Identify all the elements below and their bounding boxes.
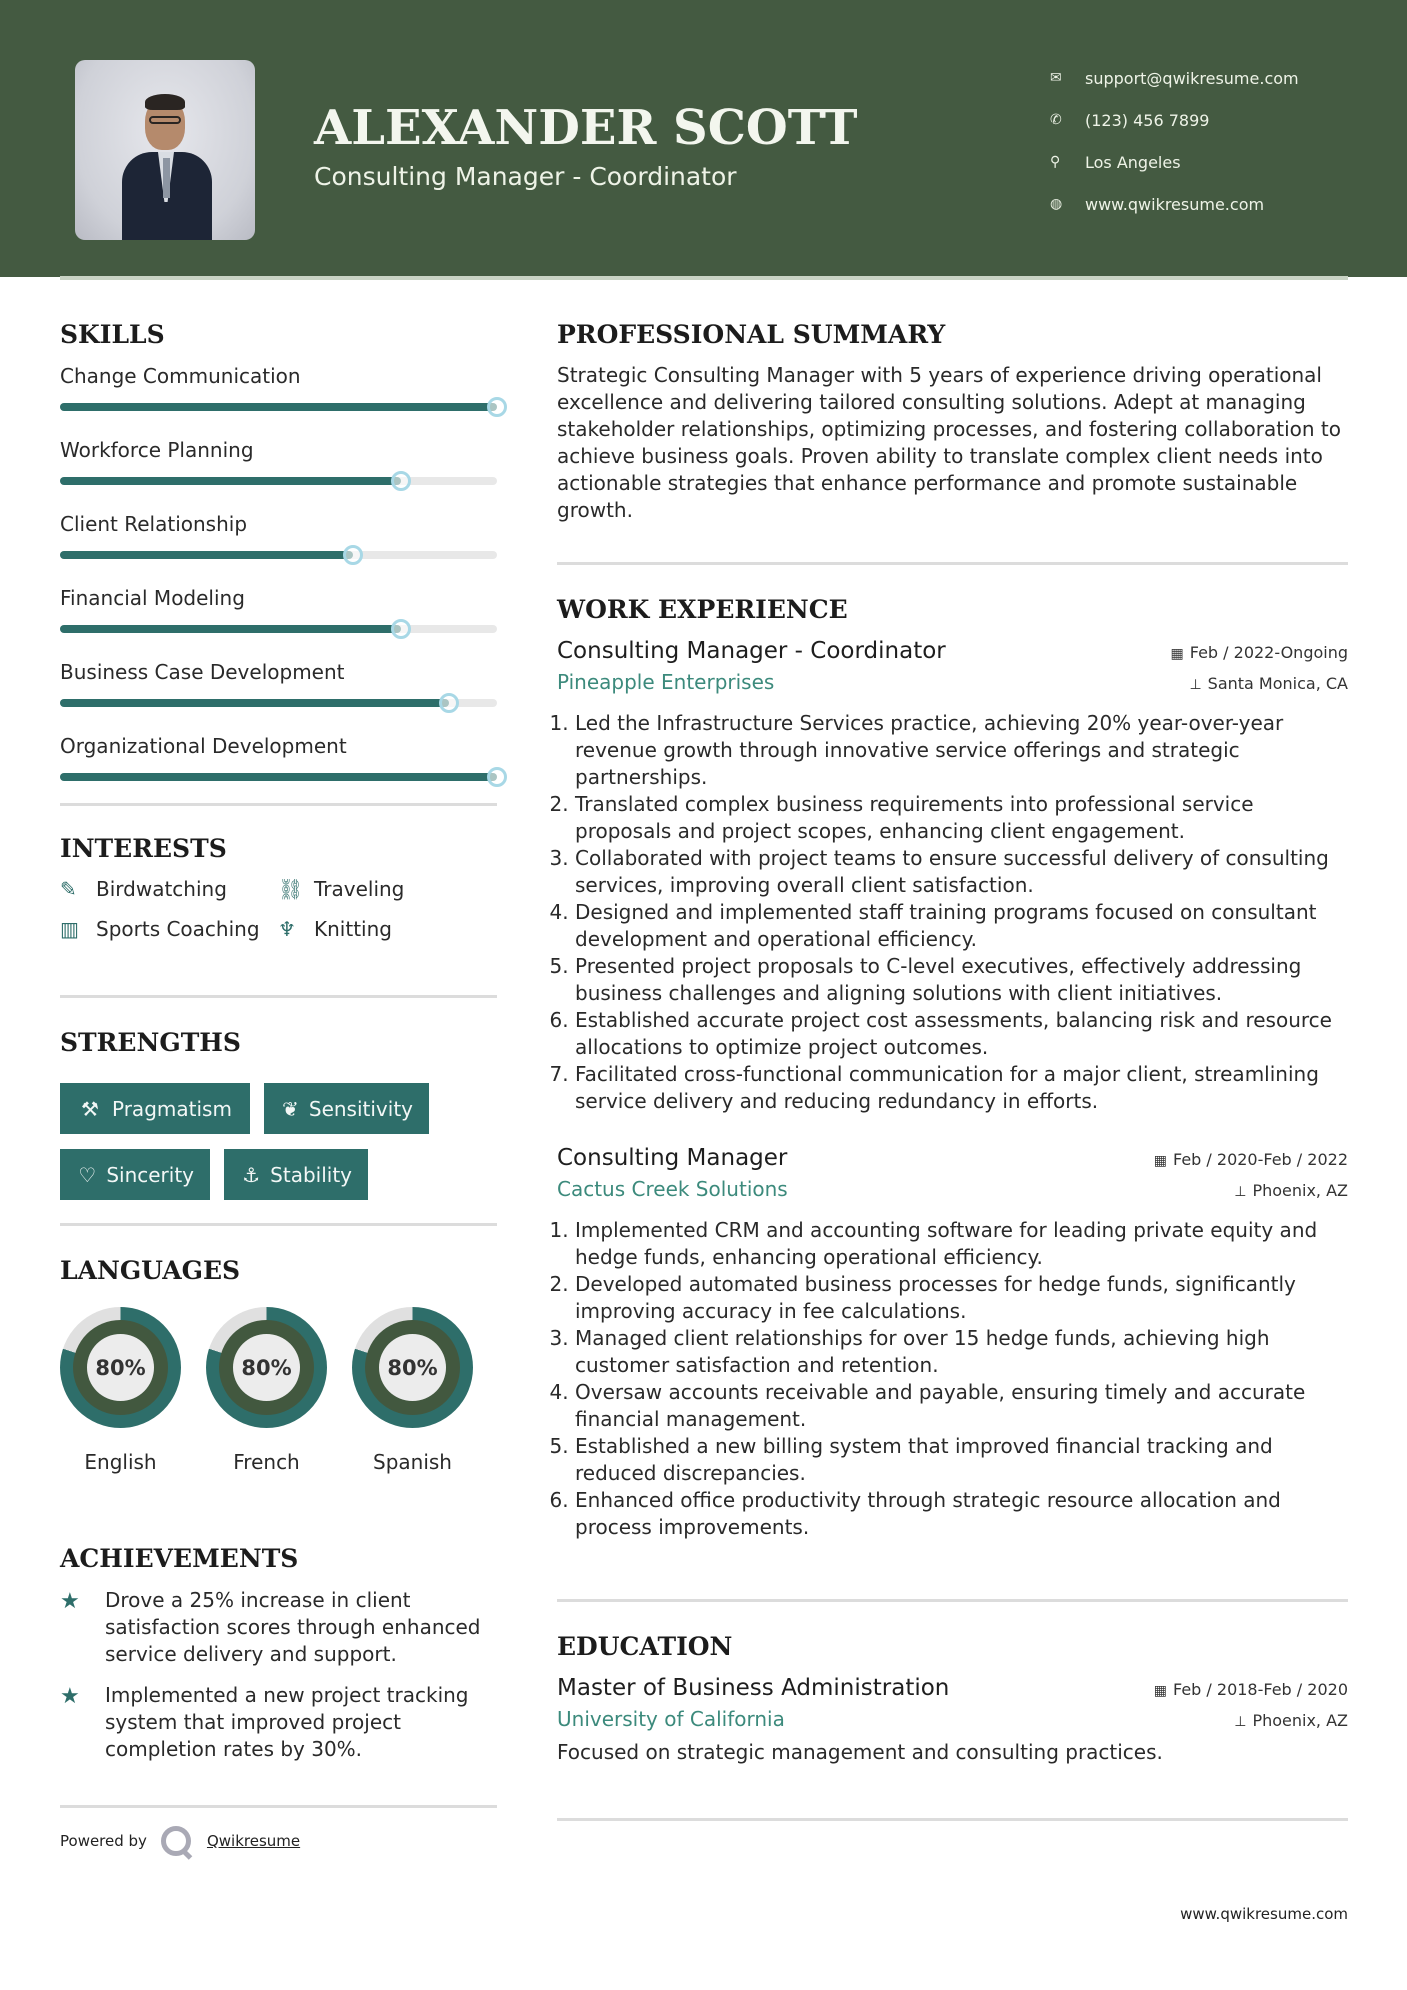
trophy-icon: ♆ bbox=[278, 917, 296, 941]
skill-bar bbox=[60, 699, 497, 707]
interest-label: Traveling bbox=[314, 877, 405, 901]
language-donut bbox=[206, 1307, 327, 1428]
skill-bar bbox=[60, 403, 497, 411]
contact-email-text: support@qwikresume.com bbox=[1085, 68, 1299, 88]
language-name: English bbox=[84, 1450, 157, 1474]
job-company: Pineapple Enterprises bbox=[557, 670, 775, 694]
job-title: Consulting Manager - Coordinator bbox=[557, 638, 946, 664]
skill-item bbox=[60, 433, 497, 485]
section-divider bbox=[60, 995, 497, 998]
interest-item bbox=[60, 917, 278, 941]
achievements-heading: ACHIEVEMENTS bbox=[60, 1544, 299, 1573]
skill-item bbox=[60, 655, 497, 707]
contact-location-text: Los Angeles bbox=[1085, 152, 1181, 172]
language-percent: 80% bbox=[87, 1334, 154, 1401]
skill-item bbox=[60, 507, 497, 559]
job-header bbox=[557, 638, 1348, 664]
education-location-text: Phoenix, AZ bbox=[1252, 1711, 1348, 1730]
section-divider bbox=[557, 562, 1348, 565]
job-dates-text: Feb / 2022-Ongoing bbox=[1189, 643, 1348, 662]
contact-list bbox=[1050, 57, 1299, 225]
contact-phone[interactable] bbox=[1050, 99, 1299, 141]
right-column bbox=[557, 320, 1348, 1821]
badge-row bbox=[60, 1083, 497, 1134]
star-icon: ★ bbox=[60, 1684, 80, 1709]
job-bullet: 5. Presented project proposals to C-level executives, effectively addressing business challenges and aligning solutions with client initiatives. bbox=[575, 953, 1348, 1007]
skills-list bbox=[60, 359, 497, 781]
strength-label: Sensitivity bbox=[308, 1096, 413, 1121]
section-divider bbox=[60, 1805, 497, 1808]
job-entry bbox=[557, 1145, 1348, 1541]
achievement-text: Drove a 25% increase in client satisfaction scores through enhanced service delivery and support. bbox=[105, 1588, 481, 1666]
skill-item bbox=[60, 359, 497, 411]
experience-heading: WORK EXPERIENCE bbox=[557, 595, 848, 624]
briefcase-icon: ▥ bbox=[60, 917, 79, 941]
job-location bbox=[1189, 674, 1348, 693]
education-dates-text: Feb / 2018-Feb / 2020 bbox=[1173, 1680, 1348, 1699]
badge-row bbox=[60, 1149, 497, 1200]
summary-heading: PROFESSIONAL SUMMARY bbox=[557, 320, 946, 349]
job-bullet: 6. Established accurate project cost assessments, balancing risk and resource allocations to optimize project outcomes. bbox=[575, 1007, 1348, 1061]
qwikresume-logo-icon bbox=[161, 1826, 191, 1856]
skill-label: Financial Modeling bbox=[60, 586, 245, 610]
education-heading: EDUCATION bbox=[557, 1632, 733, 1661]
job-dates bbox=[1154, 1150, 1348, 1169]
skills-section bbox=[60, 320, 497, 781]
contact-location bbox=[1050, 141, 1299, 183]
education-location bbox=[1234, 1711, 1348, 1730]
language-percent: 80% bbox=[379, 1334, 446, 1401]
strengths-heading: STRENGTHS bbox=[60, 1028, 241, 1057]
interest-label: Birdwatching bbox=[96, 877, 227, 901]
skill-item bbox=[60, 581, 497, 633]
interest-item bbox=[278, 917, 478, 941]
candidate-title: Consulting Manager - Coordinator bbox=[314, 162, 737, 191]
leaf-icon: ❦ bbox=[282, 1096, 299, 1121]
job-bullet: 3. Managed client relationships for over 15 hedge funds, achieving high customer satisfaction and retention. bbox=[575, 1325, 1348, 1379]
language-item bbox=[60, 1307, 181, 1474]
skill-label: Business Case Development bbox=[60, 660, 345, 684]
skill-bar bbox=[60, 773, 497, 781]
skill-label: Organizational Development bbox=[60, 734, 347, 758]
pushpin-icon: ⊥ bbox=[1234, 1184, 1247, 1200]
job-bullets bbox=[557, 1217, 1348, 1541]
languages-list bbox=[60, 1307, 497, 1474]
job-bullet: 2. Developed automated business processes for hedge funds, significantly improving accuracy in fee calculations. bbox=[575, 1271, 1348, 1325]
summary-text: Strategic Consulting Manager with 5 years of experience driving operational excellence and delivering tailored consulting solutions. Adept at managing stakeholder relationships, optimizing processes, and fostering collaboration to achieve business goals. Proven ability to translate complex client needs into actionable strategies that enhance performance and promote sustainable growth. bbox=[557, 363, 1341, 522]
skill-bar-fill bbox=[60, 625, 401, 633]
skills-heading: SKILLS bbox=[60, 320, 165, 349]
powered-by bbox=[60, 1826, 497, 1856]
education-section bbox=[557, 1632, 1348, 1766]
strength-badge bbox=[60, 1149, 210, 1200]
section-divider bbox=[60, 1223, 497, 1226]
skill-bar-knob bbox=[487, 397, 507, 417]
job-subheader bbox=[557, 670, 1348, 694]
envelope-icon: ✉ bbox=[1050, 70, 1062, 86]
candidate-name: ALEXANDER SCOTT bbox=[314, 100, 858, 156]
job-bullet: 4. Oversaw accounts receivable and payable, ensuring timely and accurate financial management. bbox=[575, 1379, 1348, 1433]
phone-icon: ✆ bbox=[1050, 112, 1062, 128]
pushpin-icon: ⊥ bbox=[1189, 677, 1202, 693]
language-name: French bbox=[233, 1450, 300, 1474]
star-icon: ★ bbox=[60, 1589, 80, 1614]
job-location-text: Santa Monica, CA bbox=[1207, 674, 1348, 693]
strength-badge bbox=[224, 1149, 368, 1200]
skill-bar-fill bbox=[60, 477, 401, 485]
strength-label: Stability bbox=[270, 1162, 352, 1187]
section-divider bbox=[557, 1818, 1348, 1821]
degree-title: Master of Business Administration bbox=[557, 1675, 950, 1701]
experience-section bbox=[557, 595, 1348, 1541]
job-company: Cactus Creek Solutions bbox=[557, 1177, 788, 1201]
job-dates-text: Feb / 2020-Feb / 2022 bbox=[1173, 1150, 1348, 1169]
resume-header bbox=[0, 0, 1407, 277]
globe-icon: ◍ bbox=[1050, 196, 1063, 212]
education-dates bbox=[1154, 1680, 1348, 1699]
interest-item bbox=[60, 877, 278, 901]
calendar-icon: ▦ bbox=[1153, 1683, 1167, 1699]
skill-label: Workforce Planning bbox=[60, 438, 254, 462]
calendar-icon: ▦ bbox=[1153, 1153, 1167, 1169]
skill-item bbox=[60, 729, 497, 781]
section-divider bbox=[557, 1599, 1348, 1602]
gavel-icon: ⚒ bbox=[81, 1096, 99, 1121]
education-description: Focused on strategic management and consulting practices. bbox=[557, 1740, 1163, 1764]
skill-bar-fill bbox=[60, 699, 449, 707]
strength-badge bbox=[60, 1083, 250, 1134]
left-column bbox=[60, 320, 497, 1856]
languages-section bbox=[60, 1256, 497, 1474]
map-pin-icon: ⚲ bbox=[1050, 154, 1061, 170]
skill-bar-knob bbox=[391, 619, 411, 639]
languages-heading: LANGUAGES bbox=[60, 1256, 241, 1285]
heart-icon: ♡ bbox=[78, 1162, 97, 1187]
skill-bar-knob bbox=[439, 693, 459, 713]
footer-url-link[interactable]: www.qwikresume.com bbox=[1180, 1905, 1348, 1923]
achievement-item bbox=[60, 1587, 497, 1668]
skill-label: Client Relationship bbox=[60, 512, 248, 536]
language-donut bbox=[60, 1307, 181, 1428]
calendar-icon: ▦ bbox=[1170, 646, 1184, 662]
skill-bar-knob bbox=[487, 767, 507, 787]
contact-phone-text: (123) 456 7899 bbox=[1085, 110, 1210, 130]
header-divider bbox=[60, 276, 1348, 280]
job-location bbox=[1234, 1181, 1348, 1200]
skill-bar bbox=[60, 551, 497, 559]
photo-tie bbox=[163, 158, 170, 198]
powered-by-label: Powered by bbox=[60, 1832, 147, 1850]
skill-bar bbox=[60, 625, 497, 633]
interest-label: Sports Coaching bbox=[96, 917, 260, 941]
pushpin-icon: ⊥ bbox=[1234, 1714, 1247, 1730]
job-bullet: 1. Implemented CRM and accounting software for leading private equity and hedge funds, enhancing operational efficiency. bbox=[575, 1217, 1348, 1271]
achievements-section bbox=[60, 1544, 497, 1763]
contact-website[interactable] bbox=[1050, 183, 1299, 225]
skill-bar-fill bbox=[60, 773, 497, 781]
binoculars-icon: ⛓ bbox=[278, 877, 304, 901]
school-name: University of California bbox=[557, 1707, 785, 1731]
language-item bbox=[352, 1307, 473, 1474]
strength-badge bbox=[264, 1083, 429, 1134]
job-bullet: 2. Translated complex business requirements into professional service proposals and project scopes, enhancing client engagement. bbox=[575, 791, 1348, 845]
qwikresume-link[interactable]: Qwikresume bbox=[206, 1832, 301, 1850]
job-bullet: 4. Designed and implemented staff training programs focused on consultant development and operational efficiency. bbox=[575, 899, 1348, 953]
job-bullet: 3. Collaborated with project teams to ensure successful delivery of consulting services, improving overall client satisfaction. bbox=[575, 845, 1348, 899]
contact-email[interactable] bbox=[1050, 57, 1299, 99]
interest-label: Knitting bbox=[314, 917, 392, 941]
strength-label: Pragmatism bbox=[112, 1096, 232, 1121]
job-title: Consulting Manager bbox=[557, 1145, 788, 1171]
job-bullet: 6. Enhanced office productivity through strategic resource allocation and process improvements. bbox=[575, 1487, 1348, 1541]
edit-icon: ✎ bbox=[60, 877, 77, 901]
strength-label: Sincerity bbox=[106, 1162, 194, 1187]
interests-section bbox=[60, 834, 497, 941]
achievement-item bbox=[60, 1682, 497, 1763]
skill-bar-fill bbox=[60, 551, 353, 559]
education-entry bbox=[557, 1675, 1348, 1766]
contact-website-text: www.qwikresume.com bbox=[1085, 194, 1265, 214]
profile-photo bbox=[75, 60, 255, 240]
job-dates bbox=[1171, 643, 1348, 662]
job-location-text: Phoenix, AZ bbox=[1252, 1181, 1348, 1200]
strengths-badges bbox=[60, 1083, 497, 1200]
skill-bar-fill bbox=[60, 403, 497, 411]
job-bullets bbox=[557, 710, 1348, 1115]
job-entry bbox=[557, 638, 1348, 1115]
skill-bar-knob bbox=[343, 545, 363, 565]
education-subheader bbox=[557, 1707, 1348, 1731]
language-donut bbox=[352, 1307, 473, 1428]
job-bullet: 7. Facilitated cross-functional communication for a major client, streamlining service delivery and reducing redundancy in efforts. bbox=[575, 1061, 1348, 1115]
job-header bbox=[557, 1145, 1348, 1171]
photo-glasses bbox=[149, 116, 181, 124]
skill-label: Change Communication bbox=[60, 364, 301, 388]
language-percent: 80% bbox=[233, 1334, 300, 1401]
strengths-section bbox=[60, 1028, 497, 1200]
summary-section bbox=[557, 320, 1348, 524]
achievement-text: Implemented a new project tracking system that improved project completion rates by 30%. bbox=[105, 1683, 469, 1761]
section-divider bbox=[60, 803, 497, 806]
skill-bar bbox=[60, 477, 497, 485]
skill-bar-knob bbox=[391, 471, 411, 491]
photo-hair bbox=[145, 94, 185, 110]
job-subheader bbox=[557, 1177, 1348, 1201]
interests-heading: INTERESTS bbox=[60, 834, 227, 863]
job-bullet: 5. Established a new billing system that improved financial tracking and reduced discrepancies. bbox=[575, 1433, 1348, 1487]
anchor-icon: ⚓ bbox=[242, 1162, 261, 1187]
interests-list bbox=[60, 877, 497, 941]
language-name: Spanish bbox=[373, 1450, 452, 1474]
job-bullet: 1. Led the Infrastructure Services practice, achieving 20% year-over-year revenue growth through innovative service offerings and strategic partnerships. bbox=[575, 710, 1348, 791]
interest-item bbox=[278, 877, 478, 901]
language-item bbox=[206, 1307, 327, 1474]
education-header bbox=[557, 1675, 1348, 1701]
